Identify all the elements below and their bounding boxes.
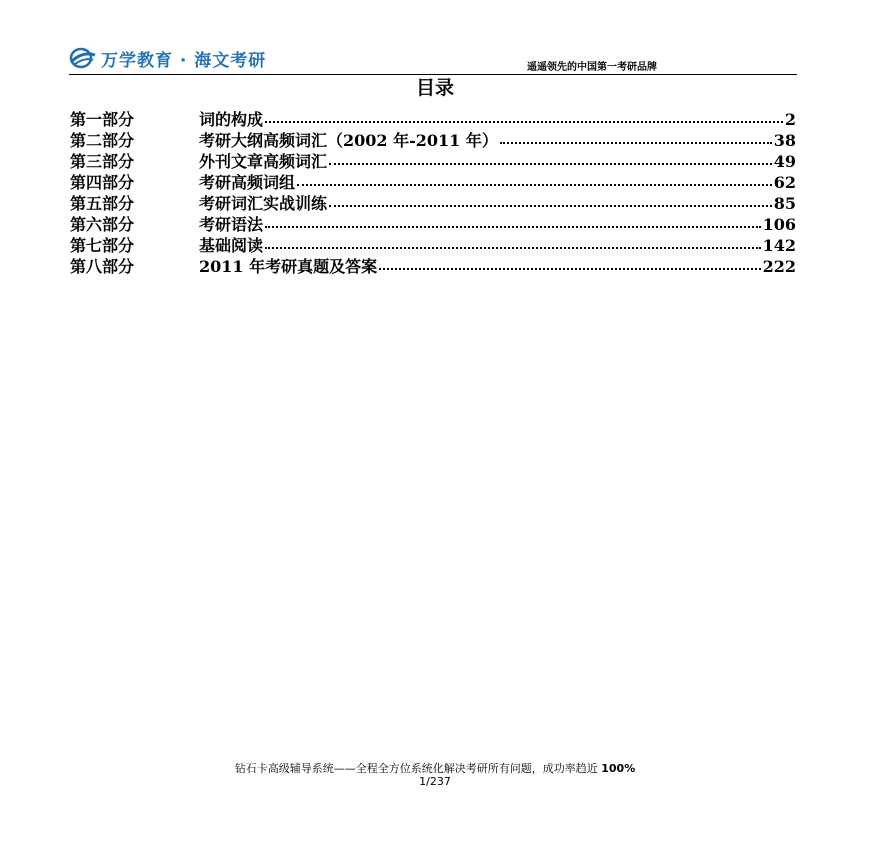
dot-leader <box>265 247 761 249</box>
toc-page-number: 2 <box>784 110 796 129</box>
toc-part-label: 第六部分 <box>70 215 135 234</box>
toc-part-label: 第五部分 <box>70 194 135 213</box>
dot-leader <box>379 268 761 270</box>
toc-entry[interactable] <box>70 235 796 256</box>
toc-entry[interactable] <box>70 109 796 130</box>
toc-section-title: 词的构成 <box>199 110 264 129</box>
toc-part-label: 第八部分 <box>70 257 135 276</box>
footer-text: 钻石卡高级辅导系统——全程全方位系统化解决考研所有问题，成功率趋近 <box>234 762 598 775</box>
dot-leader <box>297 184 772 186</box>
toc-part-label: 第七部分 <box>70 236 135 255</box>
toc-section-title: 2011 年考研真题及答案 <box>199 257 378 276</box>
page-header <box>69 44 797 75</box>
page-title: 目录 <box>415 77 454 99</box>
toc-section-title: 考研大纲高频词汇（2002 年-2011 年） <box>199 131 498 150</box>
toc-entry[interactable] <box>70 256 796 277</box>
toc-page-number: 85 <box>773 194 796 213</box>
dot-leader <box>329 205 772 207</box>
toc-section-title: 外刊文章高频词汇 <box>199 152 328 171</box>
toc-page-number: 49 <box>773 152 796 171</box>
table-of-contents <box>70 109 796 277</box>
brand-slogan: 遥遥领先的中国第一考研品牌 <box>527 62 657 73</box>
toc-entry[interactable] <box>70 130 796 151</box>
footer-tagline <box>0 760 870 776</box>
dot-leader <box>265 121 783 123</box>
toc-part-label: 第三部分 <box>70 152 135 171</box>
toc-page-number: 106 <box>762 215 796 234</box>
toc-part-label: 第四部分 <box>70 173 135 192</box>
toc-entry[interactable] <box>70 193 796 214</box>
toc-page-number: 62 <box>773 173 796 192</box>
toc-section-title: 考研高频词组 <box>199 173 296 192</box>
globe-swoosh-logo-icon <box>69 47 97 69</box>
brand-name: 万学教育 · 海文考研 <box>101 50 267 71</box>
dot-leader <box>265 226 761 228</box>
toc-page-number: 38 <box>773 131 796 150</box>
toc-part-label: 第一部分 <box>70 110 135 129</box>
toc-section-title: 基础阅读 <box>199 236 264 255</box>
dot-leader <box>500 142 772 144</box>
dot-leader <box>329 163 772 165</box>
toc-section-title: 考研语法 <box>199 215 264 234</box>
toc-entry[interactable] <box>70 151 796 172</box>
toc-section-title: 考研词汇实战训练 <box>199 194 328 213</box>
toc-part-label: 第二部分 <box>70 131 135 150</box>
brand-logo <box>69 45 266 71</box>
toc-page-number: 222 <box>762 257 796 276</box>
page-number: 1/237 <box>419 775 451 788</box>
footer-success-rate: 100% <box>601 762 636 775</box>
toc-entry[interactable] <box>70 172 796 193</box>
toc-entry[interactable] <box>70 214 796 235</box>
toc-page-number: 142 <box>762 236 796 255</box>
